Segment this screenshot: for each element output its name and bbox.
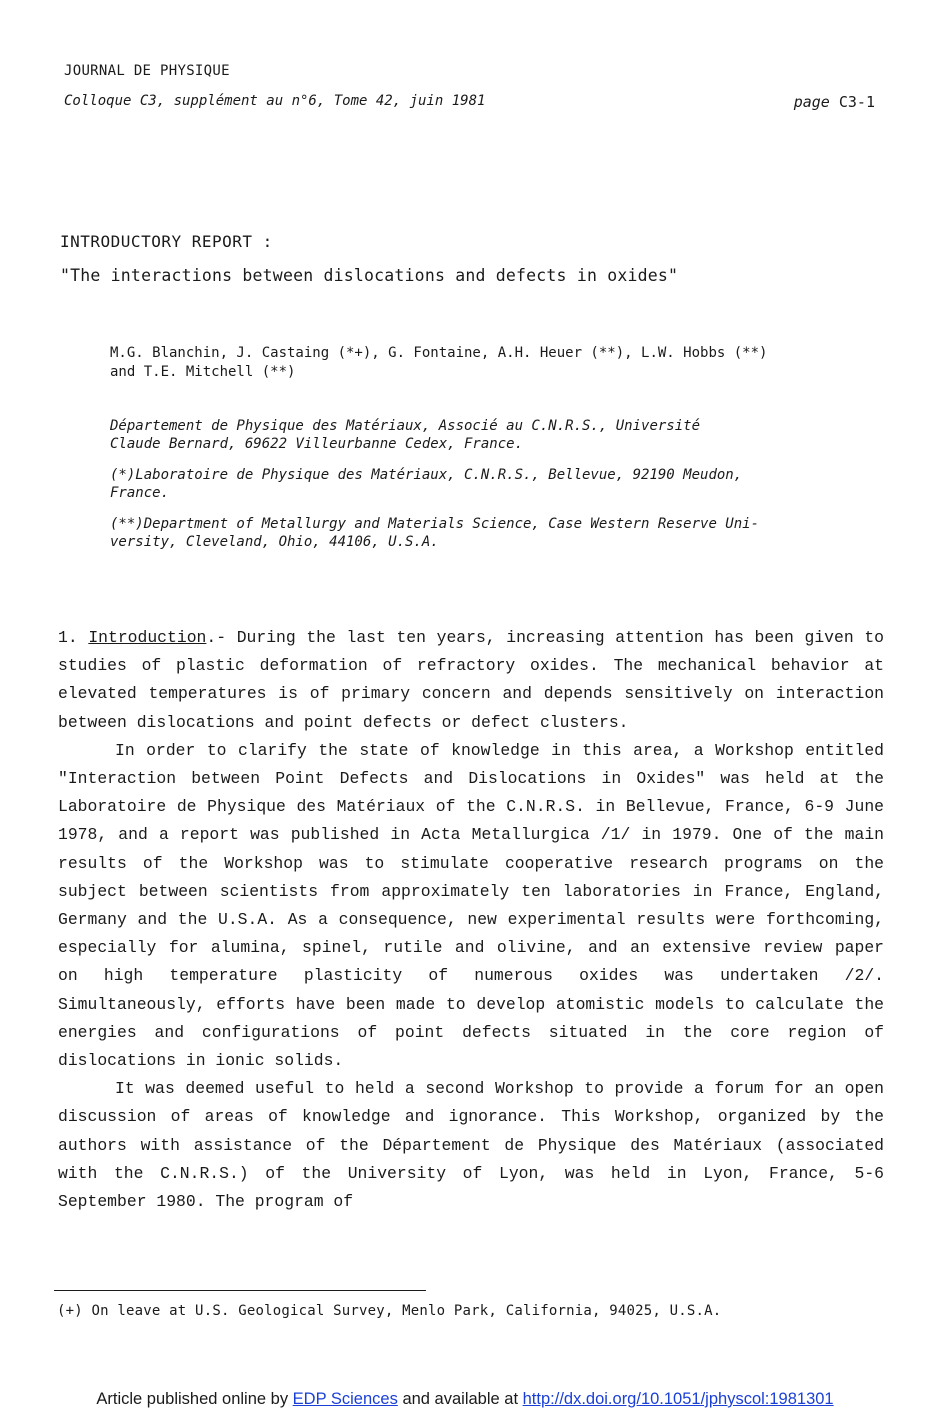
paper-title: "The interactions between dislocations and defects in oxides" bbox=[60, 266, 679, 285]
paragraph-1-text: During the last ten years, increasing attention has been given to studies of plastic deformation of refractory oxides. The mechanical behavior at elevated temperatures is of primary concern and depends sensitively on interaction between dislocations and point defects or defect clusters. bbox=[58, 628, 884, 732]
author-line-2: and T.E. Mitchell (**) bbox=[110, 364, 296, 380]
affiliation-3-line-1: (**)Department of Metallurgy and Materials Science, Case Western Reserve Uni- bbox=[110, 516, 760, 532]
edp-prefix: Article published online by bbox=[96, 1390, 289, 1408]
paragraph-2: In order to clarify the state of knowledge in this area, a Workshop entitled "Interaction between Point Defects and Dislocations in Oxides" was held at the Laboratoire de Physique des Matériaux of the C.N.R.S. in Bellevue, France, 6-9 June 1978, and a report was published in Acta Metallurgica /1/ in 1979. One of the main results of the Workshop was to stimulate cooperative research programs on the subject between scientists from approximately ten laboratories in France, England, Germany and the U.S.A. As a consequence, new experimental results were forthcoming, especially for alumina, spinel, rutile and olivine, and an extensive review paper on high temperature plasticity of numerous oxides was undertaken /2/. Simultaneously, efforts have been made to develop atomistic models to calculate the energies and configurations of point defects situated in the core region of dislocations in ionic solids. bbox=[58, 740, 884, 1071]
body-text bbox=[58, 624, 884, 1216]
colloque-info: Colloque C3, supplément au n°6, Tome 42, juin 1981 bbox=[64, 93, 486, 109]
page-number-value: C3-1 bbox=[838, 93, 875, 111]
section-heading: Introduction bbox=[88, 628, 207, 647]
paragraph-1 bbox=[58, 624, 884, 737]
doi-link[interactable]: http://dx.doi.org/10.1051/jphyscol:1981301 bbox=[522, 1390, 834, 1408]
affiliation-2-line-1: (*)Laboratoire de Physique des Matériaux, C.N.R.S., Bellevue, 92190 Meudon, bbox=[110, 467, 743, 483]
page-label: page bbox=[793, 93, 830, 111]
affiliation-1-line-2: Claude Bernard, 69622 Villeurbanne Cedex, France. bbox=[110, 436, 524, 452]
affiliation-2-line-2: France. bbox=[110, 485, 170, 501]
affiliation-1 bbox=[110, 417, 870, 453]
author-list bbox=[110, 344, 870, 382]
journal-name: JOURNAL DE PHYSIQUE bbox=[64, 63, 230, 79]
author-line-1: M.G. Blanchin, J. Castaing (*+), G. Fontaine, A.H. Heuer (**), L.W. Hobbs (**) bbox=[110, 345, 768, 361]
affiliation-1-line-1: Département de Physique des Matériaux, Associé au C.N.R.S., Université bbox=[110, 418, 701, 434]
edp-sciences-link[interactable]: EDP Sciences bbox=[292, 1390, 398, 1408]
footnote-divider bbox=[54, 1290, 426, 1291]
affiliation-3-line-2: versity, Cleveland, Ohio, 44106, U.S.A. bbox=[110, 534, 439, 550]
paragraph-3: It was deemed useful to held a second Workshop to provide a forum for an open discussion of areas of knowledge and ignorance. This Workshop, organized by the authors with assistance of the Département de Physique des Matériaux (associated with the C.N.R.S.) of the University of Lyon, was held in Lyon, France, 5-6 September 1980. The program of bbox=[58, 1079, 884, 1212]
affiliation-3 bbox=[110, 515, 870, 551]
footnote: (+) On leave at U.S. Geological Survey, Menlo Park, California, 94025, U.S.A. bbox=[57, 1303, 722, 1319]
section-heading-suffix: .- bbox=[206, 628, 227, 647]
page-number bbox=[794, 93, 875, 111]
edp-notice bbox=[0, 1390, 930, 1409]
affiliation-2 bbox=[110, 466, 870, 502]
edp-middle: and available at bbox=[402, 1390, 519, 1408]
report-kind: INTRODUCTORY REPORT : bbox=[60, 232, 273, 251]
section-number: 1. bbox=[58, 628, 78, 647]
